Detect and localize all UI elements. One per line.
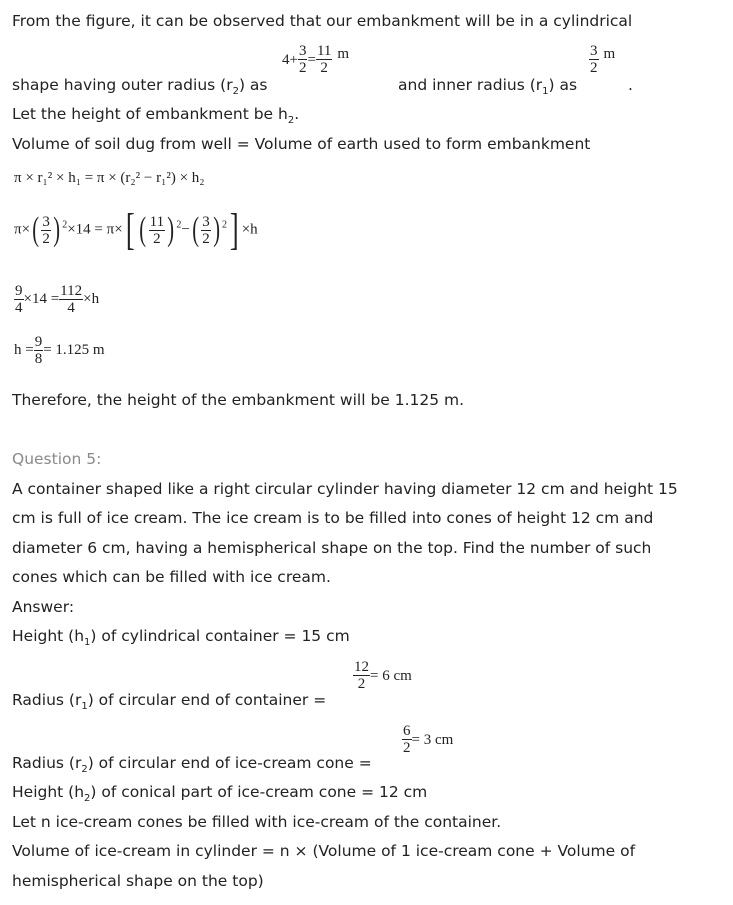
text-line: shape having outer radius $(r_2)$ as [12, 76, 268, 98]
answer-text: hemispherical shape on the top) [12, 872, 264, 890]
text-line: From the figure, it can be observed that our embankment will be in a cylindrical [12, 12, 633, 30]
answer-text: Radius $(r_1)$ of circular end of container = [12, 691, 327, 713]
question-heading: Question 5: [12, 450, 102, 468]
fraction: $\frac{3}{2}$ [298, 43, 307, 76]
answer-text: Let n ice-cream cones be filled with ice-cream of the container. [12, 813, 502, 831]
answer-label: Answer: [12, 598, 75, 616]
answer-text: Radius $(r_2)$ of circular end of ice-cream cone = [12, 754, 372, 776]
radius-fraction: $\frac{6}{2}$ = 3 cm [403, 723, 454, 756]
question-text: cones which can be filled with ice cream. [12, 568, 331, 586]
fraction: $\frac{3}{2}$ [590, 43, 598, 76]
text-line: Therefore, the height of the embankment will be 1.125 m. [12, 391, 465, 409]
text-line: Volume of soil dug from well = Volume of earth used to form embankment [12, 135, 591, 153]
answer-text: Height $(h_2)$ of conical part of ice-cream cone = 12 cm [12, 783, 428, 805]
equation-result: h = $\frac{9}{8}$ = 1.125 m [14, 334, 105, 367]
period: . [628, 76, 633, 94]
outer-radius-expression: 4+ $\frac{3}{2}$ = $\frac{11}{2}$ m [282, 43, 349, 76]
answer-text: Volume of ice-cream in cylinder = n × (Volume of 1 ice-cream cone + Volume of [12, 842, 636, 860]
question-text: cm is full of ice cream. The ice cream is to be filled into cones of height 12 cm and [12, 509, 654, 527]
text-line: Let the height of embankment be $h_2$. [12, 105, 300, 127]
equation-simplified: $\frac{9}{4}$ ×14 = $\frac{112}{4}$ ×h [15, 283, 100, 316]
equation-substitution: π×( $\frac{3}{2}$ ) $^2$×14 = π×[ ( $\frac{11}{2}$ ) $^2$−( $\frac{3}{2}$ ) $^2$] ×h [14, 205, 258, 254]
radius-fraction: $\frac{12}{2}$ = 6 cm [354, 659, 412, 692]
fraction: $\frac{11}{2}$ [316, 43, 332, 76]
inner-radius-expression: $\frac{3}{2}$ m [590, 43, 616, 76]
equation-volume: π × r₁² × h₁ = π × (r₂² − r₁²) × h₂ [14, 170, 205, 186]
answer-text: Height $(h_1)$ of cylindrical container = 15 cm [12, 627, 350, 649]
text-line: and inner radius $(r_1)$ as [398, 76, 578, 98]
question-text: diameter 6 cm, having a hemispherical shape on the top. Find the number of such [12, 539, 652, 557]
question-text: A container shaped like a right circular cylinder having diameter 12 cm and height 15 [12, 480, 678, 498]
